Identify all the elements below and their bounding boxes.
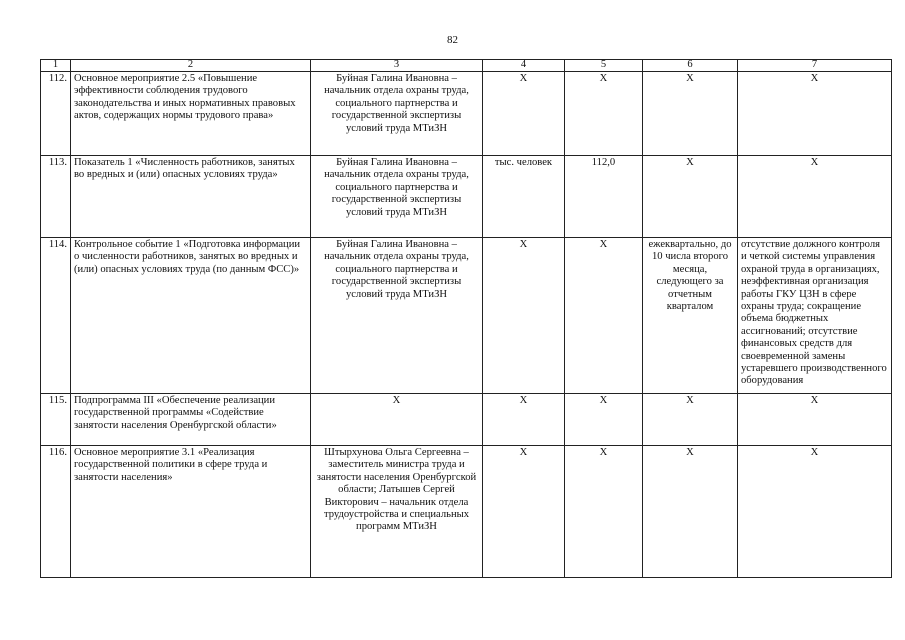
header-cell: 5	[565, 60, 643, 72]
header-row	[41, 60, 892, 72]
deadline-cell: Х	[643, 72, 738, 156]
table-row	[41, 394, 892, 446]
risk-cell: Х	[738, 72, 892, 156]
responsible-person: Буйная Галина Ивановна – начальник отдела охраны труда, социального партнерства и государственной экспертизы условий труда МТиЗН	[311, 238, 483, 394]
value-cell: Х	[565, 446, 643, 578]
table-row	[41, 156, 892, 238]
value-cell: Х	[565, 394, 643, 446]
risk-cell: Х	[738, 156, 892, 238]
header-cell: 3	[311, 60, 483, 72]
value-cell: 112,0	[565, 156, 643, 238]
measure-name: Основное мероприятие 2.5 «Повышение эффективности соблюдения трудового законодательства и иных нормативных правовых актов, содержащих нормы трудового права»	[71, 72, 311, 156]
value-cell: Х	[565, 72, 643, 156]
row-number: 115.	[41, 394, 71, 446]
responsible-person: Х	[311, 394, 483, 446]
measure-name: Подпрограмма III «Обеспечение реализации государственной программы «Содействие занятости населения Оренбургской области»	[71, 394, 311, 446]
row-number: 112.	[41, 72, 71, 156]
risk-cell: Х	[738, 394, 892, 446]
deadline-cell: Х	[643, 394, 738, 446]
header-cell: 7	[738, 60, 892, 72]
deadline-cell: ежеквартально, до 10 числа второго месяца, следующего за отчетным кварталом	[643, 238, 738, 394]
table-row	[41, 446, 892, 578]
row-number: 114.	[41, 238, 71, 394]
header-cell: 1	[41, 60, 71, 72]
row-number: 113.	[41, 156, 71, 238]
deadline-cell: Х	[643, 446, 738, 578]
header-cell: 4	[483, 60, 565, 72]
unit-cell: тыс. человек	[483, 156, 565, 238]
responsible-person: Буйная Галина Ивановна – начальник отдела охраны труда, социального партнерства и государственной экспертизы условий труда МТиЗН	[311, 156, 483, 238]
unit-cell: Х	[483, 72, 565, 156]
measure-name: Основное мероприятие 3.1 «Реализация государственной политики в сфере труда и занятости населения»	[71, 446, 311, 578]
page-number: 82	[447, 34, 458, 46]
deadline-cell: Х	[643, 156, 738, 238]
measure-name: Показатель 1 «Численность работников, занятых во вредных и (или) опасных условиях труда»	[71, 156, 311, 238]
responsible-person: Буйная Галина Ивановна – начальник отдела охраны труда, социального партнерства и государственной экспертизы условий труда МТиЗН	[311, 72, 483, 156]
unit-cell: Х	[483, 446, 565, 578]
risk-cell: отсутствие должного контроля и четкой системы управления охраной труда в организациях, неэффективная организация работы ГКУ ЦЗН в сфере охраны труда; сокращение объема бюджетных ассигнований; отсутствие финансовых средств для своевременной замены устаревшего производственного оборудования	[738, 238, 892, 394]
table-row	[41, 238, 892, 394]
program-table	[40, 59, 892, 578]
row-number: 116.	[41, 446, 71, 578]
unit-cell: Х	[483, 394, 565, 446]
measure-name: Контрольное событие 1 «Подготовка информации о численности работников, занятых во вредных и (или) опасных условиях труда (по данным ФСС)»	[71, 238, 311, 394]
header-cell: 2	[71, 60, 311, 72]
value-cell: Х	[565, 238, 643, 394]
header-cell: 6	[643, 60, 738, 72]
table-row	[41, 72, 892, 156]
responsible-person: Штырхунова Ольга Сергеевна – заместитель министра труда и занятости населения Оренбургской области; Латышев Сергей Викторович – начальник отдела трудоустройства и специальных программ МТиЗН	[311, 446, 483, 578]
unit-cell: Х	[483, 238, 565, 394]
risk-cell: Х	[738, 446, 892, 578]
